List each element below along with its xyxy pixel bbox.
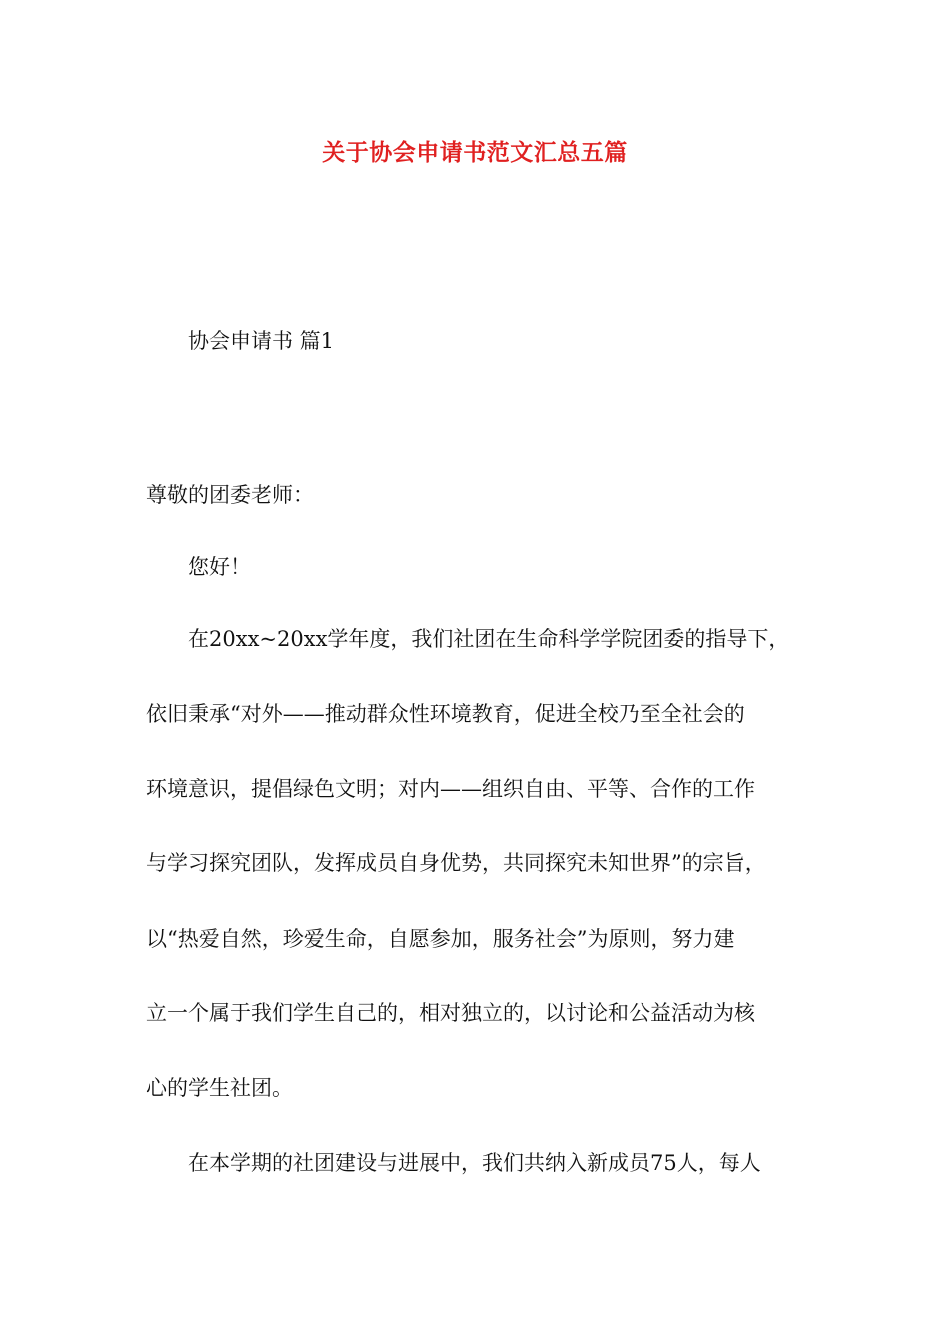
- paragraph-line: 依旧秉承“对外——推动群众性环境教育，促进全校乃至全社会的: [146, 702, 745, 726]
- greeting: 您好！: [188, 555, 251, 579]
- paragraph-line: 在本学期的社团建设与进展中，我们共纳入新成员75人，每人: [188, 1151, 761, 1175]
- paragraph-line: 心的学生社团。: [146, 1076, 293, 1100]
- salutation: 尊敬的团委老师：: [146, 483, 314, 507]
- paragraph-line: 与学习探究团队，发挥成员自身优势，共同探究未知世界”的宗旨，: [146, 851, 766, 875]
- paragraph-line: 以“热爱自然，珍爱生命，自愿参加，服务社会”为原则，努力建: [146, 927, 735, 951]
- paragraph-line: 环境意识，提倡绿色文明；对内——组织自由、平等、合作的工作: [146, 777, 755, 801]
- paragraph-line: 立一个属于我们学生自己的，相对独立的，以讨论和公益活动为核: [146, 1001, 755, 1025]
- document-title: 关于协会申请书范文汇总五篇: [322, 139, 628, 166]
- paragraph-line: 在20xx~20xx学年度，我们社团在生命科学学院团委的指导下，: [188, 627, 790, 651]
- section-heading: 协会申请书 篇1: [188, 329, 335, 353]
